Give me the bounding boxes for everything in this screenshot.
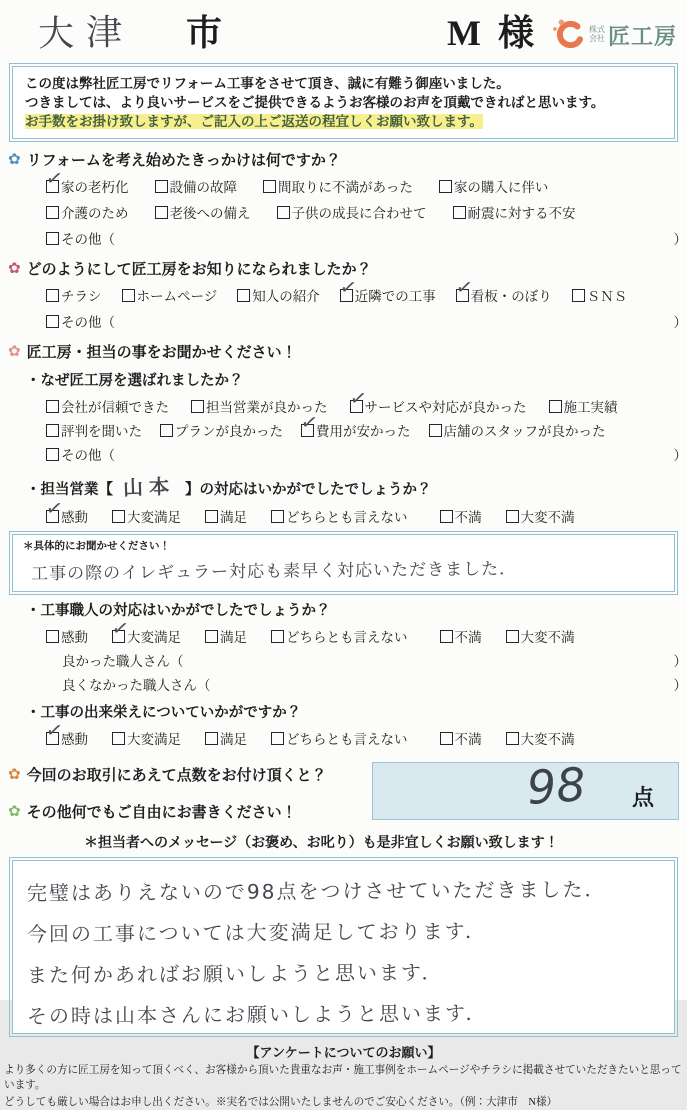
close-paren: ）: [674, 311, 687, 331]
option-label: 満足: [220, 506, 247, 526]
close-paren: ）: [674, 650, 687, 670]
checkbox: [271, 630, 284, 643]
q1-options-row3: [46, 228, 687, 248]
q5-title-row: [8, 801, 372, 822]
sales-label-prefix: ・担当営業【: [26, 482, 113, 498]
checkbox: [112, 630, 125, 643]
checkbox: [46, 315, 59, 328]
customer-name: M 様: [447, 5, 538, 56]
rating-option[interactable]: [205, 626, 247, 646]
flower-green-icon: ✿: [8, 804, 21, 819]
q1-options-row1: [46, 176, 687, 196]
q3-why-row2: [46, 420, 687, 440]
q3-workers-title: ・工事職人の対応はいかがでしたでしょうか？: [26, 599, 687, 620]
checkbox-option[interactable]: [155, 176, 238, 196]
checkbox: [122, 289, 135, 302]
rating-option[interactable]: [440, 728, 482, 748]
q2-title-row: [8, 258, 687, 279]
checkbox: [205, 732, 218, 745]
checkbox: [46, 510, 59, 523]
checkbox: [506, 630, 519, 643]
rating-option[interactable]: [506, 728, 575, 748]
q3-title: 匠工房・担当の事をお聞かせください！: [27, 341, 297, 362]
option-label: 知人の紹介: [252, 285, 320, 305]
flower-salmon-icon: ✿: [8, 344, 21, 359]
checkbox: [440, 510, 453, 523]
checkbox: [46, 206, 59, 219]
checkbox: [439, 180, 452, 193]
q2-title: どのようにして匠工房をお知りになられましたか？: [27, 258, 372, 279]
option-label: 感動: [61, 506, 88, 526]
checkbox-option[interactable]: [191, 396, 328, 416]
checkbox-option[interactable]: [46, 396, 169, 416]
checkbox-option[interactable]: [340, 285, 436, 305]
option-label: 満足: [220, 728, 247, 748]
checkbox-option[interactable]: [301, 420, 411, 440]
option-label: どちらとも言えない: [286, 728, 408, 748]
checkmark-icon: ✓: [45, 166, 65, 188]
option-label: 大変不満: [521, 728, 575, 748]
q3-quality-ratings: [46, 728, 687, 748]
rating-option[interactable]: [271, 728, 408, 748]
rating-option[interactable]: [440, 626, 482, 646]
message-line: その時は山本さんにお願いしようと思います．: [27, 992, 660, 1037]
checkbox-option[interactable]: [277, 202, 427, 222]
close-paren: ）: [674, 228, 687, 248]
close-paren: ）: [674, 674, 687, 694]
rating-option[interactable]: [271, 626, 408, 646]
option-label: 設備の故障: [170, 176, 238, 196]
checkmark-icon: ✓: [45, 718, 65, 740]
q1-title: リフォームを考え始めたきっかけは何ですか？: [27, 149, 341, 170]
checkbox: [350, 400, 363, 413]
footer-line2: どうしても厳しい場合はお申し出ください。※実名では公開いたしませんのでご安心ください。（例：大津市 N様）: [4, 1095, 683, 1110]
company-prefix: [589, 26, 605, 44]
checkbox: [112, 510, 125, 523]
checkbox: [301, 424, 314, 437]
checkbox: [506, 510, 519, 523]
checkmark-icon: ✓: [454, 275, 474, 297]
option-label: 満足: [220, 626, 247, 646]
checkbox: [453, 206, 466, 219]
q2-options-row2: [46, 311, 687, 331]
good-worker-row: [62, 650, 687, 670]
checkbox-option[interactable]: [46, 176, 129, 196]
checkbox-option[interactable]: [46, 285, 102, 305]
checkbox: [549, 400, 562, 413]
option-label: 費用が安かった: [316, 420, 411, 440]
option-label: 不満: [455, 506, 482, 526]
rating-option[interactable]: [112, 626, 181, 646]
checkbox: [271, 510, 284, 523]
checkmark-icon: ✓: [300, 410, 320, 432]
option-label: 看板・のぼり: [471, 285, 552, 305]
checkbox: [46, 289, 59, 302]
option-label: 間取りに不満があった: [278, 176, 413, 196]
checkbox-option[interactable]: [572, 285, 628, 305]
intro-line3-highlight: お手数をお掛け致しますが、ご記入の上ご返送の程宜しくお願い致します。: [25, 114, 483, 129]
option-label: 店舗のスタッフが良かった: [444, 420, 606, 440]
option-label: 子供の成長に合わせて: [292, 202, 427, 222]
rating-option[interactable]: [205, 506, 247, 526]
checkbox: [155, 206, 168, 219]
flower-blue-icon: ✿: [8, 152, 21, 167]
score-titles: [0, 760, 372, 822]
option-label: 家の購入に伴い: [454, 176, 549, 196]
checkbox-option[interactable]: [429, 420, 606, 440]
checkbox: [456, 289, 469, 302]
message-line: 今回の工事については大変満足しております．: [27, 910, 660, 955]
checkbox-option[interactable]: [122, 285, 218, 305]
q1-title-row: [8, 149, 687, 170]
company-logo-swirl-icon: [552, 18, 586, 52]
rating-option[interactable]: [271, 506, 408, 526]
option-label: どちらとも言えない: [286, 626, 408, 646]
score-input-box[interactable]: [372, 762, 679, 820]
q3-why-title: ・なぜ匠工房を選ばれましたか？: [26, 369, 687, 390]
checkbox: [263, 180, 276, 193]
q4-title-row: [8, 764, 372, 785]
q3-title-row: [8, 341, 687, 362]
checkbox: [155, 180, 168, 193]
q2-options-row1: [46, 285, 687, 305]
footer-line1: より多くの方に匠工房を知って頂くべく、お客様から頂いた貴重なお声・施工事例をホームページやチラシに掲載させていただきたいと思っています。: [4, 1063, 683, 1093]
intro-line3: [25, 112, 662, 131]
checkbox: [429, 424, 442, 437]
option-label: 大変不満: [521, 626, 575, 646]
checkbox-option[interactable]: [549, 396, 618, 416]
checkbox: [191, 400, 204, 413]
option-label: 不満: [455, 626, 482, 646]
checkbox-option[interactable]: [350, 396, 527, 416]
checkbox: [112, 732, 125, 745]
score-section: [0, 760, 687, 822]
option-label: 近隣での工事: [355, 285, 436, 305]
checkbox: [46, 630, 59, 643]
checkbox: [340, 289, 353, 302]
option-label: 評判を聞いた: [61, 420, 142, 440]
option-label: どちらとも言えない: [286, 506, 408, 526]
flower-orange-icon: ✿: [8, 767, 21, 782]
option-label: 大変満足: [127, 626, 181, 646]
checkmark-icon: ✓: [111, 616, 131, 638]
q3-why-row1: [46, 396, 687, 416]
company-logo: [552, 18, 677, 52]
city-name-handwritten[interactable]: 大津: [38, 4, 135, 57]
intro-line1: この度は弊社匠工房でリフォーム工事をさせて頂き、誠に有難う御座いました。: [25, 74, 662, 93]
checkbox: [205, 510, 218, 523]
form-header: [0, 0, 687, 58]
checkmark-icon: ✓: [338, 275, 358, 297]
option-label: ホームページ: [137, 285, 218, 305]
checkbox: [440, 732, 453, 745]
free-message-box[interactable]: [12, 860, 675, 1034]
checkbox-option[interactable]: [439, 176, 549, 196]
q5-title: その他何でもご自由にお書きください！: [27, 801, 297, 822]
checkbox: [46, 448, 59, 461]
checkbox-option-other[interactable]: [46, 228, 115, 248]
q3-workers-ratings: [46, 626, 687, 646]
checkmark-icon: ✓: [45, 496, 65, 518]
intro-line2: つきましては、より良いサービスをご提供できるようお客様のお声を頂戴できればと思います。: [25, 93, 662, 112]
q3-sales-ratings: [46, 506, 687, 526]
footer-title: 【アンケートについてのお願い】: [0, 1042, 687, 1061]
option-label: 感動: [61, 626, 88, 646]
q3-quality-title: ・工事の出来栄えについていかがですか？: [26, 701, 687, 722]
rating-option[interactable]: [506, 506, 575, 526]
option-label: 不満: [455, 728, 482, 748]
rating-option[interactable]: [112, 506, 181, 526]
good-worker-label: 良かった職人さん（: [62, 650, 184, 670]
checkbox-option[interactable]: [46, 420, 142, 440]
sales-comment-box[interactable]: [12, 534, 675, 592]
city-suffix-label: 市: [186, 5, 222, 56]
checkbox: [237, 289, 250, 302]
option-label: 介護のため: [61, 202, 129, 222]
rating-option[interactable]: [506, 626, 575, 646]
comment-handwritten: 工事の際のイレギュラー対応も素早く対応いただきました．: [31, 553, 664, 585]
score-value-handwritten: 98: [526, 757, 588, 815]
option-label: 担当営業が良かった: [206, 396, 328, 416]
rating-option[interactable]: [112, 728, 181, 748]
bad-worker-label: 良くなかった職人さん（: [62, 674, 211, 694]
checkbox: [160, 424, 173, 437]
checkbox-option-other[interactable]: [46, 444, 115, 464]
company-prefix-line2: 会社: [589, 35, 605, 44]
sales-name-handwritten[interactable]: 山本: [113, 470, 186, 501]
option-label: 大変不満: [521, 506, 575, 526]
checkbox: [46, 180, 59, 193]
rating-option[interactable]: [46, 728, 88, 748]
option-label: その他（: [61, 228, 115, 248]
company-name: 匠工房: [608, 20, 677, 51]
option-label: 大変満足: [127, 728, 181, 748]
bad-worker-row: [62, 674, 687, 694]
checkbox: [46, 424, 59, 437]
option-label: 大変満足: [127, 506, 181, 526]
checkbox: [46, 232, 59, 245]
comment-box-label: ＊具体的にお聞かせください！: [23, 538, 664, 553]
score-unit-label: 点: [632, 781, 654, 812]
checkmark-icon: ✓: [348, 386, 368, 408]
checkbox-option[interactable]: [263, 176, 413, 196]
checkbox-option-other[interactable]: [46, 311, 115, 331]
checkbox-option[interactable]: [237, 285, 320, 305]
q3-sales-title: [26, 471, 687, 500]
option-label: サービスや対応が良かった: [365, 396, 527, 416]
option-label: プランが良かった: [175, 420, 283, 440]
message-note: ＊担当者へのメッセージ（お褒め、お叱り）も是非宜しくお願い致します！: [84, 832, 687, 852]
checkbox: [440, 630, 453, 643]
q4-title: 今回のお取引にあえて点数をお付け頂くと？: [27, 764, 327, 785]
close-paren: ）: [674, 444, 687, 464]
option-label: その他（: [61, 444, 115, 464]
option-label: 会社が信頼できた: [61, 396, 169, 416]
rating-option[interactable]: [440, 506, 482, 526]
checkbox: [277, 206, 290, 219]
checkbox: [271, 732, 284, 745]
message-line: 完璧はありえないので98点をつけさせていただきました．: [27, 869, 660, 914]
option-label: 感動: [61, 728, 88, 748]
rating-option[interactable]: [46, 626, 88, 646]
checkbox: [46, 400, 59, 413]
checkbox: [46, 732, 59, 745]
checkbox-option[interactable]: [453, 202, 576, 222]
flower-rose-icon: ✿: [8, 261, 21, 276]
option-label: 家の老朽化: [61, 176, 129, 196]
checkbox-option[interactable]: [456, 285, 552, 305]
checkbox-option[interactable]: [155, 202, 251, 222]
message-line: また何かあればお願いしようと思います．: [27, 951, 660, 996]
sales-label-suffix: 】の対応はいかがでしたでしょうか？: [185, 482, 432, 498]
rating-option[interactable]: [46, 506, 88, 526]
option-label: チラシ: [61, 285, 102, 305]
option-label: 耐震に対する不安: [468, 202, 576, 222]
option-label: 施工実績: [564, 396, 618, 416]
q1-options-row2: [46, 202, 687, 222]
option-label: 老後への備え: [170, 202, 251, 222]
option-label: ＳＮＳ: [587, 285, 628, 305]
checkbox: [506, 732, 519, 745]
checkbox: [205, 630, 218, 643]
company-prefix-line1: 株式: [589, 26, 605, 35]
intro-box: [12, 66, 675, 139]
checkbox-option[interactable]: [46, 202, 129, 222]
rating-option[interactable]: [205, 728, 247, 748]
checkbox: [572, 289, 585, 302]
checkbox-option[interactable]: [160, 420, 283, 440]
q3-why-row3: [46, 444, 687, 464]
option-label: その他（: [61, 311, 115, 331]
